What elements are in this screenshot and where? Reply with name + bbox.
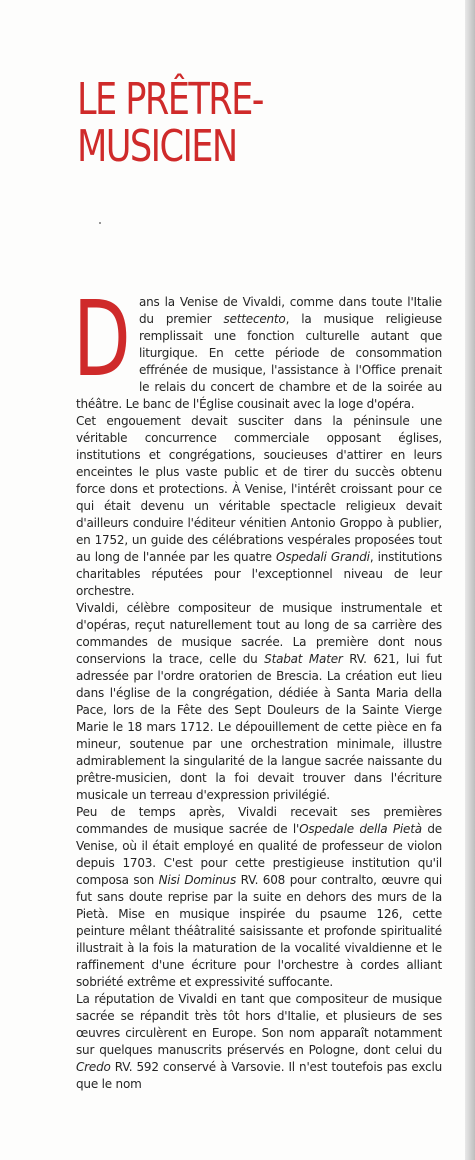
paragraph-1-italic: settecento [223, 312, 286, 326]
page-edge-shadow [465, 0, 475, 1160]
paragraph-4-text-b: de Venise, où il était employé en qualité de professeur de violon depuis 1703. C'est pour cette prestigieuse institution qu'il composa son [76, 822, 442, 887]
paragraph-4-text-c: RV. 608 pour contralto, œuvre qui fut sans doute reprise par la suite en dehors des murs de la Pietà. Mise en musique inspirée du psaume 126, cette peinture mêlant théâtralité saisissante et profonde spiritualité illustrait à la fois la maturation de la vocalité vivaldienne et le raffinement d'une écriture pour l'orchestre à cordes alliant sobriété extrême et expressivité suffocante. [76, 873, 442, 989]
paragraph-1-tail: , la musique religieuse remplissait une fonction culturelle autant que liturgique. En cette période de consommation effrénée de musique, l'assistance à l'Office prenait le relais du concert de chambre et de la soirée au théâtre. Le banc de l'Église cousinait avec la loge d'opéra. [76, 312, 442, 411]
paragraph-5 [76, 991, 442, 1093]
paragraph-4 [76, 804, 442, 991]
paragraph-4-italic-1: Ospedale della Pietà [299, 822, 422, 836]
paragraph-1-text: ans la Venise de Vivaldi, comme dans toute l'Italie du premier [139, 295, 442, 326]
paragraph-5-text-a: La réputation de Vivaldi en tant que compositeur de musique sacrée se répandit très tôt hors d'Italie, et plusieurs de ses œuvres circulèrent en Europe. Son nom apparaît notamment sur quelques manuscrits préservés en Pologne, dont celui du [76, 992, 442, 1057]
decorative-dot [99, 222, 101, 224]
paragraph-5-italic: Credo [76, 1060, 111, 1074]
paragraph-4-text-a: Peu de temps après, Vivaldi recevait ses premières commandes de musique sacrée de l' [76, 805, 442, 836]
paragraph-5-text-b: RV. 592 conservé à Varsovie. Il n'est toutefois pas exclu que le nom [76, 1060, 442, 1091]
paragraph-3 [76, 600, 442, 804]
paragraph-1 [73, 278, 442, 413]
page-title [77, 76, 263, 170]
paragraph-2 [76, 413, 442, 600]
paragraph-3-text-b: RV. 621, lui fut adressée par l'ordre oratorien de Brescia. La création eut lieu dans l'église de la congrégation, dédiée à Santa Maria della Pace, lors de la Fête des Sept Douleurs de la Sainte Vierge Marie le 18 mars 1712. Le dépouillement de cette pièce en fa mineur, soutenue par une orchestration minimale, illustre admirablement la singularité de la langue sacrée naissante du prêtre-musicien, dont la foi devait trouver dans l'écriture musicale un terreau d'expression privilégié. [76, 652, 443, 802]
paragraph-2-text-a: Cet engouement devait susciter dans la péninsule une véritable concurrence commerciale opposant églises, institutions et congrégations, soucieuses d'attirer en leurs enceintes le plus vaste public et de tirer du succès obtenu force dons et protections. À Venise, l'intérêt croissant pour ce qui était devenu un véritable spectacle religieux devait d'ailleurs conduire l'éditeur vénitien Antonio Groppo à publier, en 1752, un guide des célébrations vespérales proposées tout au long de l'année par les quatre [76, 414, 442, 564]
paragraph-3-text-a: Vivaldi, célèbre compositeur de musique instrumentale et d'opéras, reçut naturellement tout au long de sa carrière des commandes de musique sacrée. La première dont nous conservions la trace, celle du [76, 601, 442, 666]
article-body [73, 278, 443, 1093]
paragraph-4-italic-2: Nisi Dominus [158, 873, 237, 887]
title-line-1: LE PRÊTRE- [77, 74, 263, 125]
paragraph-2-text-b: , institutions charitables réputées pour l'exceptionnel niveau de leur orchestre. [76, 550, 443, 598]
paragraph-2-italic: Ospedali Grandi [275, 550, 370, 564]
drop-cap: D [73, 278, 131, 400]
title-line-2: MUSICIEN [77, 121, 237, 172]
paragraph-3-italic: Stabat Mater [264, 652, 343, 666]
